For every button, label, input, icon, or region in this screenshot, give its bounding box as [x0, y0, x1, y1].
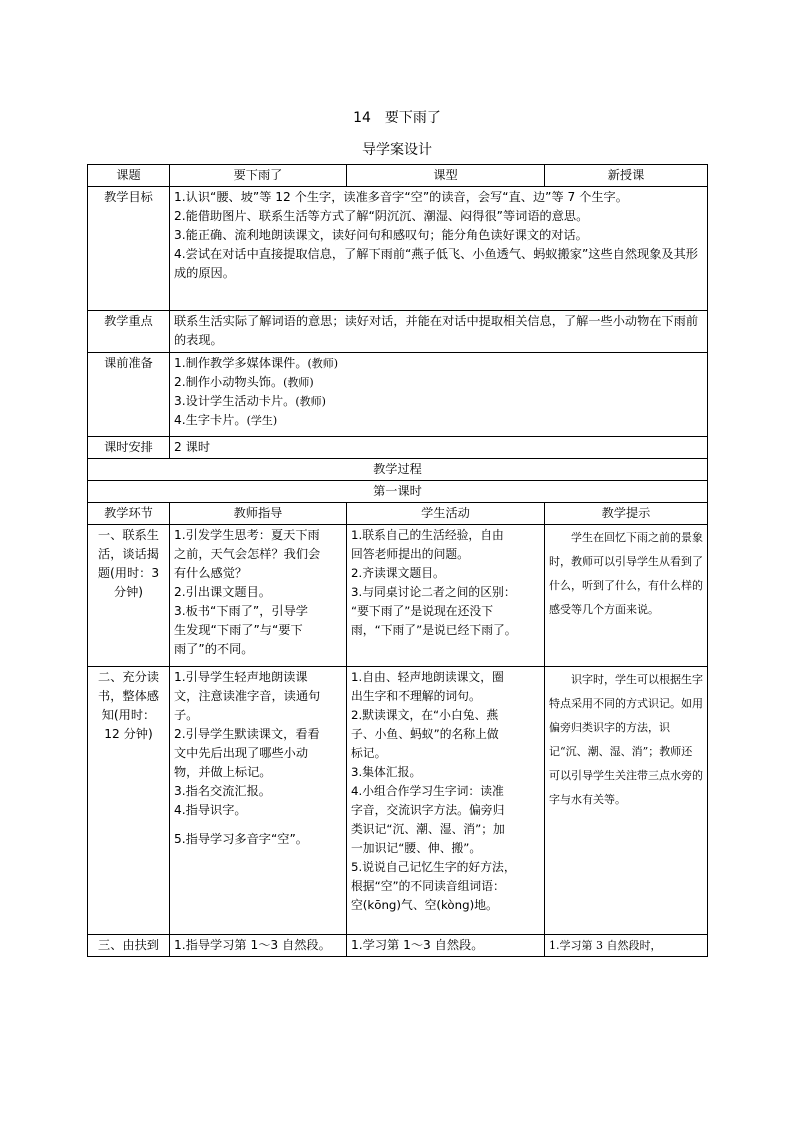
lesson-plan-table — [87, 164, 708, 957]
prep-item: 3.设计学生活动卡片。(教师) — [174, 394, 326, 408]
stage-cell: 三、由扶到 — [88, 935, 170, 957]
schedule-text: 2 课时 — [170, 437, 708, 459]
topic-label: 课题 — [88, 165, 170, 187]
document-subtitle: 导学案设计 — [362, 142, 432, 158]
key-row — [88, 311, 708, 353]
goals-label: 教学目标 — [88, 187, 170, 311]
column-header: 教师指导 — [170, 503, 347, 525]
teaching-hint: 学生在回忆下雨之前的景象时，教师可以引导学生从看到了什么，听到了什么，有什么样的感受等几个方面来说。 — [545, 525, 708, 667]
column-header: 学生活动 — [347, 503, 545, 525]
lesson-row — [88, 481, 708, 503]
stage-cell: 一、联系生 活，谈话揭 题(用时：3 分钟) — [88, 525, 170, 667]
type-value: 新授课 — [545, 165, 708, 187]
stage-cell: 二、充分读 书，整体感 知(用时： 12 分钟) — [88, 667, 170, 935]
stage-row — [88, 667, 708, 935]
teaching-hint: 识字时，学生可以根据生字特点采用不同的方式识记。如用偏旁归类识字的方法，识记“沉、潮、湿、消”；教师还可以引导学生关注带三点水旁的字与水有关等。 — [545, 667, 708, 935]
teacher-guidance: 1.引发学生思考：夏天下雨 之前，天气会怎样？我们会 有什么感觉？ 2.引出课文题目。 3.板书“下雨了”，引导学 生发现“下雨了”与“要下 雨了”的不同。 — [170, 525, 347, 667]
teacher-guidance: 1.引导学生轻声地朗读课 文，注意读准字音，读通句 子。 2.引导学生默读课文，看看 文中先后出现了哪些小动 物，并做上标记。 3.指名交流汇报。 4.指导识字。 5.指导学习多音字“空”。 — [170, 667, 347, 935]
prep-item: 1.制作教学多媒体课件。(教师) — [174, 356, 339, 370]
prep-content — [170, 353, 708, 437]
columns-row — [88, 503, 708, 525]
goal-item: 3.能正确、流利地朗读课文，读好问句和感叹句；能分角色读好课文的对话。 — [174, 228, 588, 242]
document-title — [0, 107, 794, 127]
goal-item: 4.尝试在对话中直接提取信息，了解下雨前“燕子低飞、小鱼透气、蚂蚁搬家”这些自然现象及其形成的原因。 — [174, 247, 698, 280]
teaching-hint: 1.学习第 3 自然段时， — [545, 935, 708, 957]
prep-owner: (教师) — [283, 376, 314, 389]
student-activity: 1.学习第 1～3 自然段。 — [347, 935, 545, 957]
goal-item: 1.认识“腰、坡”等 12 个生字，读准多音字“空”的读音，会写“直、边”等 7 个生字。 — [174, 190, 628, 204]
process-title: 教学过程 — [88, 459, 708, 481]
type-label: 课型 — [347, 165, 545, 187]
stage-row — [88, 935, 708, 957]
lesson-title: 要下雨了 — [384, 110, 441, 126]
student-activity: 1.自由、轻声地朗读课文，圈 出生字和不理解的词句。 2.默读课文，在“小白兔、燕 子、小鱼、蚂蚁”的名称上做 标记。 3.集体汇报。 4.小组合作学习生字词：读准 字音，交流识字方法。偏旁归 类识记“沉、潮、湿、消”；加 一加识记“腰、伸、搬”。 5.说说自己记忆生字的好方法， 根据“空”的不同读音组词语： 空(kōng)气、空(kòng)地。 — [347, 667, 545, 935]
prep-item: 2.制作小动物头饰。(教师) — [174, 375, 314, 389]
teacher-guidance: 1.指导学习第 1～3 自然段。 — [170, 935, 347, 957]
lesson-number: 14 — [353, 110, 371, 126]
prep-label: 课前准备 — [88, 353, 170, 437]
goals-content — [170, 187, 708, 311]
key-text: 联系生活实际了解词语的意思；读好对话，并能在对话中提取相关信息，了解一些小动物在下雨前的表现。 — [170, 311, 708, 353]
lesson-title-cell: 第一课时 — [88, 481, 708, 503]
header-row — [88, 165, 708, 187]
stage-row — [88, 525, 708, 667]
schedule-label: 课时安排 — [88, 437, 170, 459]
schedule-row — [88, 437, 708, 459]
goal-item: 2.能借助图片、联系生活等方式了解“阴沉沉、潮湿、闷得很”等词语的意思。 — [174, 209, 589, 223]
column-header: 教学环节 — [88, 503, 170, 525]
topic-value: 要下雨了 — [170, 165, 347, 187]
prep-owner: (教师) — [307, 357, 339, 370]
prep-row — [88, 353, 708, 437]
prep-owner: (教师) — [295, 395, 326, 408]
process-title-row — [88, 459, 708, 481]
column-header: 教学提示 — [545, 503, 708, 525]
prep-item: 4.生字卡片。(学生) — [174, 413, 278, 427]
goals-row — [88, 187, 708, 311]
key-label: 教学重点 — [88, 311, 170, 353]
student-activity: 1.联系自己的生活经验，自由 回答老师提出的问题。 2.齐读课文题目。 3.与同桌讨论二者之间的区别： “要下雨了”是说现在还没下 雨，“下雨了”是说已经下雨了。 — [347, 525, 545, 667]
prep-owner: (学生) — [246, 414, 278, 427]
